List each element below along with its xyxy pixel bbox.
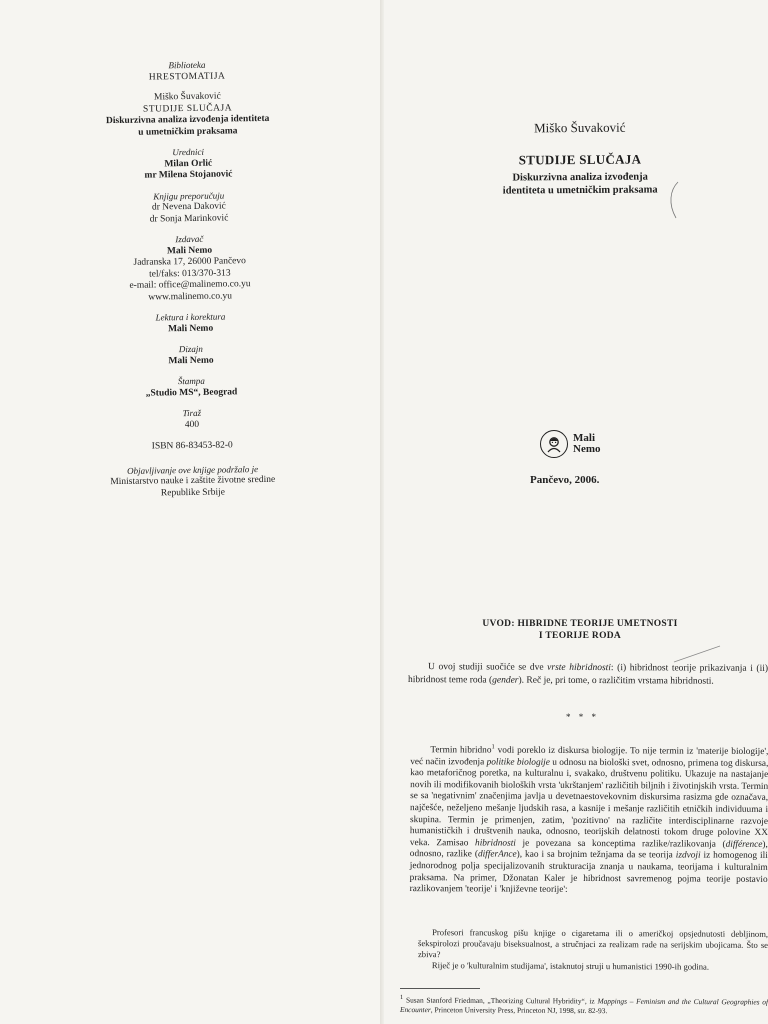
body-text-g: iz homogenog ili jednorodnog polja specijalizovanih strukturacija znanja u naukama, teorijama i kulturalnim praksama. Na primer, Džonatan Kaler je hibridnost savremenog pojma teorije postavio razlikovanjem 'teorije' i 'književne teorije': (409, 851, 768, 896)
block-quote (418, 927, 768, 973)
body-text-a: Termin hibridno (430, 745, 492, 756)
section-heading (440, 618, 720, 642)
publisher-address: Jadranska 17, 26000 Pančevo (133, 256, 246, 268)
pen-mark-bracket (666, 180, 680, 220)
body-text-d: je povezana sa konceptima razlike/razlikovanja ( (515, 838, 726, 850)
pen-mark-stroke (672, 644, 722, 664)
publisher-web: www.malinemo.co.yu (148, 290, 233, 303)
body-text-b: vodi poreklo iz diskursa biologije. To nije termin iz 'materije biologije', već način izvođenja (410, 745, 768, 768)
colophon-title: STUDIJE SLUČAJA (142, 102, 233, 115)
publisher-logo (540, 430, 601, 458)
section-heading-line1: UVOD: HIBRIDNE TEORIJE UMETNOSTI (482, 619, 678, 629)
footnote-text-b: , Princeton University Press, Princeton NJ, 1998, str. 82-93. (430, 1005, 608, 1016)
place-year: Pančevo, 2006. (530, 474, 600, 486)
body-text-f: ), kao i sa brojnim težnjama da se teorija (516, 850, 676, 861)
body-emphasis-1: politike biologije (486, 757, 550, 768)
book-title: STUDIJE SLUČAJA (518, 151, 642, 168)
intro-text-c: ). Reč je, pri tome, o različitim vrstama hibridnosti. (518, 675, 714, 687)
footnote-number: 1 (400, 994, 404, 1002)
recommended-label: Knjigu preporučuju (153, 190, 225, 202)
footnote-text-a: Susan Stanford Friedman, „Theorizing Cultural Hybridity“, iz (403, 995, 598, 1006)
book-gutter (380, 0, 384, 1024)
section-divider-stars: * * * (566, 712, 599, 722)
intro-emphasis: vrste hibridnosti (547, 662, 611, 674)
logo-text-line1: Mali (573, 432, 595, 444)
design-name: Mali Nemo (168, 355, 214, 366)
logo-text-line2: Nemo (573, 443, 601, 455)
intro-text-a: U ovoj studiji suočiće se dve (428, 662, 548, 673)
quote-paragraph-2: Riječ je o 'kulturalnim studijama', istaknutoj struji u humanistici 1990-ih godina. (431, 960, 710, 972)
publisher-email: e-mail: office@malinemo.co.yu (129, 279, 251, 291)
body-paragraph (410, 741, 768, 898)
title-author: Miško Šuvaković (534, 119, 626, 136)
proofreading-name: Mali Nemo (167, 323, 214, 334)
colophon-subtitle-line2: u umetničkim praksama (138, 125, 238, 138)
footnote-rule (400, 988, 480, 989)
body-text-e: ), odnosno, razlike ( (409, 839, 768, 860)
intro-text-b: : (i) hibridnost teorije prikazivanja i (ii) hibridnost teme roda ( (407, 663, 768, 685)
proofreading-label: Lektura i korektura (155, 311, 226, 323)
body-text-c: u odnosu na biološki svet, odnosno, primena tog diskursa, kao metaforičnog poretka, na kulturalnu i, svakako, društvenu politiku. Ukazuje na nastajanje novih ili modifikovanih bioloških vrsta 'ukrštanjem' različitih biljnih i životinjskih vrsta. Termin se sa 'negativnim' značenjima javlja u devetnaestovekovnim diskursima rasizma gde označava, najčešće, neželjeno mešanje ljudskih rasa, a kasnije i mešanje različitih etničkih individuuma i skupina. Termin je primenjen, zatim, 'pozitivno' na različite interdisciplinarne razvoje humanističkih i društvenih nauka, odnosno, teorijskih delatnosti tokom druge polovine XX veka. Zamisao (409, 757, 768, 849)
subtitle-line2: identiteta u umetničkim praksama (502, 184, 658, 197)
support-line-1: Ministarstvo nauke i zaštite životne sredine (110, 474, 276, 488)
logo-badge-icon (540, 430, 568, 458)
support-line-2: Republike Srbije (160, 487, 226, 498)
publisher-name: Mali Nemo (166, 245, 213, 256)
footnote-emphasis: Mappings – Feminism and the Cultural Geographies of Encounter (399, 996, 768, 1015)
print-name: „Studio MS“, Beograd (145, 386, 238, 399)
colophon-subtitle-line1: Diskurzivna analiza izvođenja identiteta (105, 113, 270, 127)
quote-paragraph-1: Profesori francuskog pišu knjige o cigaretama ili o američkoj opsjednutosti debljinom, šekspirolozi proučavaju biseksualnost, a stručnjaci za realizam rade na serijskim ubojicama. Što se zbiva? (417, 927, 768, 960)
publisher-phone: tel/faks: 013/370-313 (149, 267, 231, 280)
body-emphasis-5: izdvoji (675, 850, 701, 862)
intro-paragraph (408, 661, 768, 688)
editor-1: Milan Orlić (164, 158, 213, 169)
print-label: Štampa (177, 375, 205, 387)
run-label: Tiraž (182, 407, 202, 419)
series-name: HRESTOMATIJA (148, 70, 226, 83)
design-label: Dizajn (178, 343, 203, 355)
intro-emphasis-2: gender (492, 674, 519, 686)
recommender-2: dr Sonja Marinković (149, 212, 229, 225)
body-emphasis-3: différence (725, 839, 763, 850)
recommender-1: dr Nevena Daković (151, 201, 226, 213)
colophon (77, 58, 303, 509)
run-value: 400 (184, 419, 200, 430)
body-emphasis-4: differAnce (477, 849, 517, 861)
editor-2: mr Milena Stojanović (144, 169, 233, 181)
subtitle-line1: Diskurzivna analiza izvođenja (512, 171, 648, 184)
body-emphasis-2: hibridnosti (475, 838, 516, 849)
series-label: Biblioteka (168, 59, 206, 71)
isbn: ISBN 86-83453-82-0 (151, 440, 233, 452)
publisher-label: Izdavač (175, 233, 204, 245)
footnote-ref: 1 (491, 743, 495, 751)
colophon-author: Miško Šuvaković (153, 91, 221, 103)
footnote (400, 993, 768, 1016)
support-label: Objavljivanje ove knjige podržalo je (127, 463, 259, 476)
editors-label: Urednici (172, 146, 205, 158)
section-heading-line2: I TEORIJE RODA (538, 631, 622, 641)
